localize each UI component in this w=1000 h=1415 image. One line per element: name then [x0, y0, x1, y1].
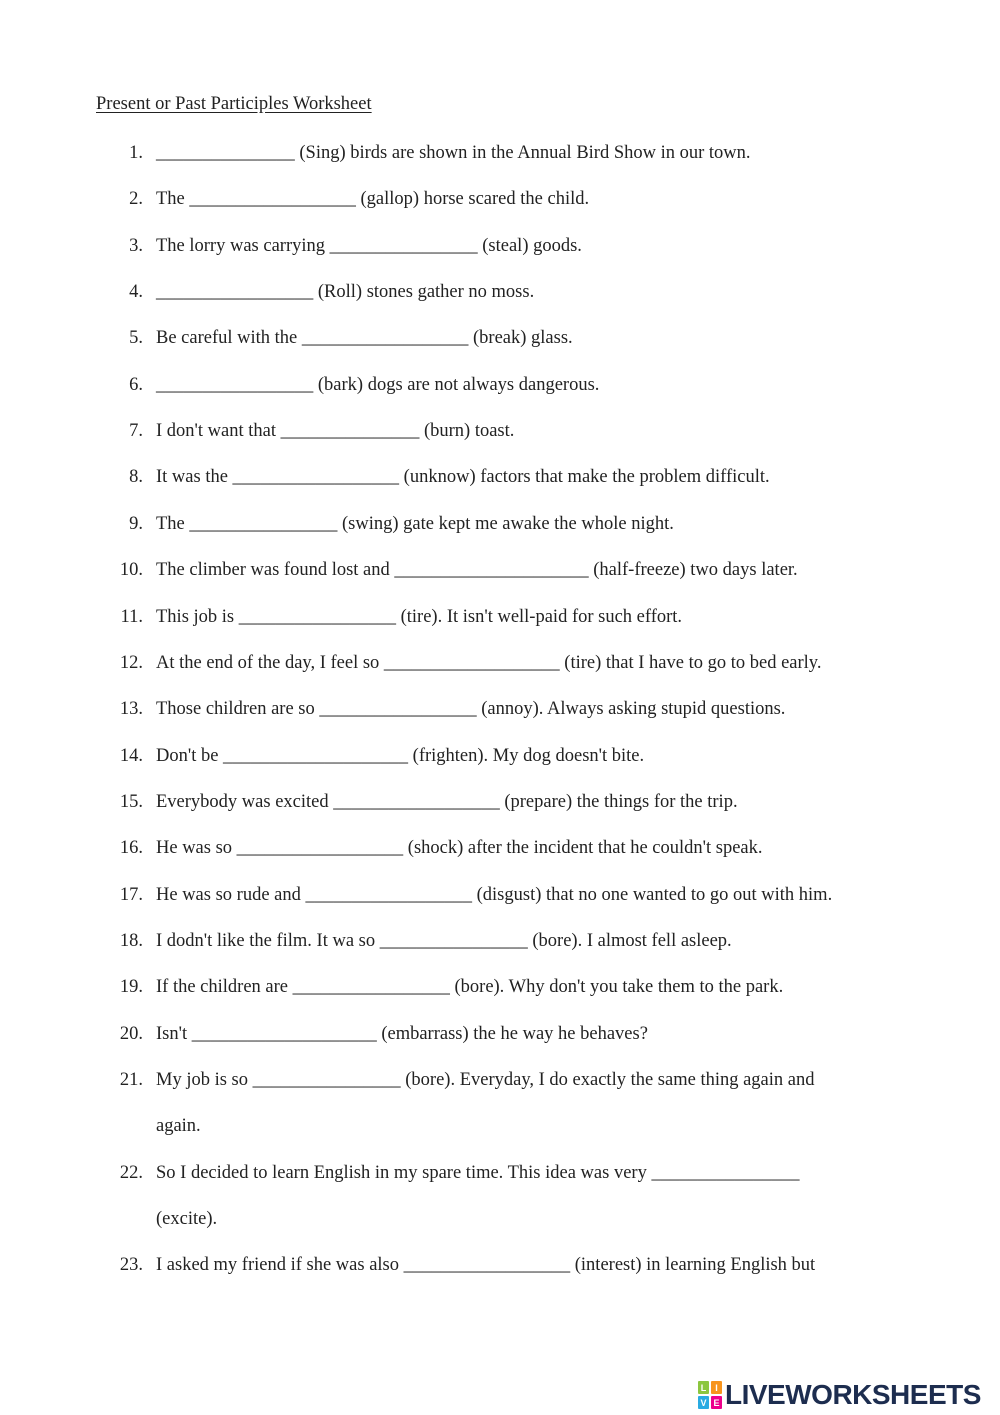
question-number: 22. — [119, 1162, 143, 1183]
liveworksheets-logo-icon — [697, 1380, 723, 1410]
question-number: 18. — [119, 931, 143, 951]
question-item — [0, 418, 1000, 444]
question-number: 15. — [119, 791, 143, 812]
question-number: 3. — [129, 235, 143, 256]
question-text: At the end of the day, I feel so ___________________ (tire) that I have to go to bed early. — [156, 652, 822, 673]
question-text: My job is so ________________ (bore). Everyday, I do exactly the same thing again and — [156, 1070, 815, 1090]
question-number: 9. — [129, 513, 143, 534]
question-text: The lorry was carrying ________________ (steal) goods. — [156, 235, 582, 256]
question-number: 13. — [119, 699, 143, 720]
question-number: 20. — [119, 1023, 143, 1044]
question-item — [0, 604, 1000, 630]
question-number: 2. — [129, 189, 143, 210]
question-text-continuation: again. — [156, 1116, 201, 1137]
question-text: I dodn't like the film. It wa so ________________ (bore). I almost fell asleep. — [156, 931, 732, 951]
question-text: Everybody was excited __________________ (prepare) the things for the trip. — [156, 791, 738, 812]
question-item — [0, 882, 1000, 908]
question-number: 23. — [119, 1255, 143, 1276]
question-text-continuation: (excite). — [156, 1209, 218, 1229]
question-text: I don't want that _______________ (burn) toast. — [156, 421, 515, 442]
question-text: So I decided to learn English in my spare time. This idea was very ________________ — [156, 1162, 800, 1183]
question-item — [0, 789, 1000, 815]
question-text: If the children are _________________ (bore). Why don't you take them to the park. — [156, 977, 784, 998]
question-text: The climber was found lost and _____________________ (half-freeze) two days later. — [156, 560, 798, 581]
question-text: _________________ (Roll) stones gather no moss. — [156, 282, 535, 303]
question-number: 16. — [119, 838, 143, 859]
question-number: 14. — [119, 745, 143, 766]
question-item — [0, 325, 1000, 351]
question-number: 4. — [129, 282, 143, 303]
question-item — [0, 140, 1000, 166]
question-text: I asked my friend if she was also __________________ (interest) in learning English but — [156, 1255, 816, 1276]
question-item — [0, 511, 1000, 537]
question-number: 17. — [119, 884, 143, 905]
question-item — [0, 557, 1000, 583]
question-item — [0, 650, 1000, 676]
svg-text:E: E — [713, 1398, 720, 1408]
question-text: This job is _________________ (tire). It isn't well-paid for such effort. — [156, 606, 683, 627]
question-text: Don't be ____________________ (frighten). My dog doesn't bite. — [156, 745, 645, 766]
question-item — [0, 928, 1000, 954]
question-text: The ________________ (swing) gate kept me awake the whole night. — [156, 513, 674, 534]
question-item — [0, 1252, 1000, 1278]
question-item — [0, 1021, 1000, 1047]
svg-text:I: I — [715, 1383, 718, 1393]
question-item — [0, 1160, 1000, 1186]
question-item — [0, 696, 1000, 722]
question-text: _________________ (bark) dogs are not always dangerous. — [156, 374, 600, 395]
question-text: _______________ (Sing) birds are shown in the Annual Bird Show in our town. — [156, 143, 751, 163]
svg-text:L: L — [700, 1383, 707, 1393]
question-item — [0, 186, 1000, 212]
question-number: 5. — [129, 328, 143, 349]
question-item — [0, 464, 1000, 490]
question-number: 21. — [119, 1070, 143, 1090]
question-item — [0, 974, 1000, 1000]
question-number: 8. — [129, 467, 143, 488]
question-item — [0, 1067, 1000, 1093]
question-text: He was so rude and __________________ (disgust) that no one wanted to go out with him. — [156, 884, 833, 905]
question-item — [0, 279, 1000, 305]
question-number: 6. — [129, 374, 143, 395]
liveworksheets-brand — [697, 1375, 997, 1415]
question-item — [0, 233, 1000, 259]
page-title: Present or Past Participles Worksheet — [96, 94, 372, 114]
question-number: 10. — [119, 560, 143, 581]
question-item — [0, 743, 1000, 769]
question-text: Isn't ____________________ (embarrass) the he way he behaves? — [156, 1023, 648, 1044]
question-text: The __________________ (gallop) horse scared the child. — [156, 189, 590, 210]
svg-text:V: V — [700, 1398, 707, 1408]
question-number: 11. — [120, 606, 143, 627]
question-text: He was so __________________ (shock) after the incident that he couldn't speak. — [156, 838, 763, 859]
question-item — [0, 835, 1000, 861]
question-item — [0, 372, 1000, 398]
question-number: 19. — [119, 977, 143, 998]
question-text: Those children are so _________________ (annoy). Always asking stupid questions. — [156, 699, 786, 720]
question-number: 7. — [129, 421, 143, 442]
question-number: 1. — [129, 143, 143, 163]
question-number: 12. — [119, 652, 143, 673]
question-text: Be careful with the __________________ (break) glass. — [156, 328, 573, 349]
brand-wordmark: LIVEWORKSHEETS — [725, 1379, 981, 1410]
question-text: It was the __________________ (unknow) factors that make the problem difficult. — [156, 467, 770, 488]
